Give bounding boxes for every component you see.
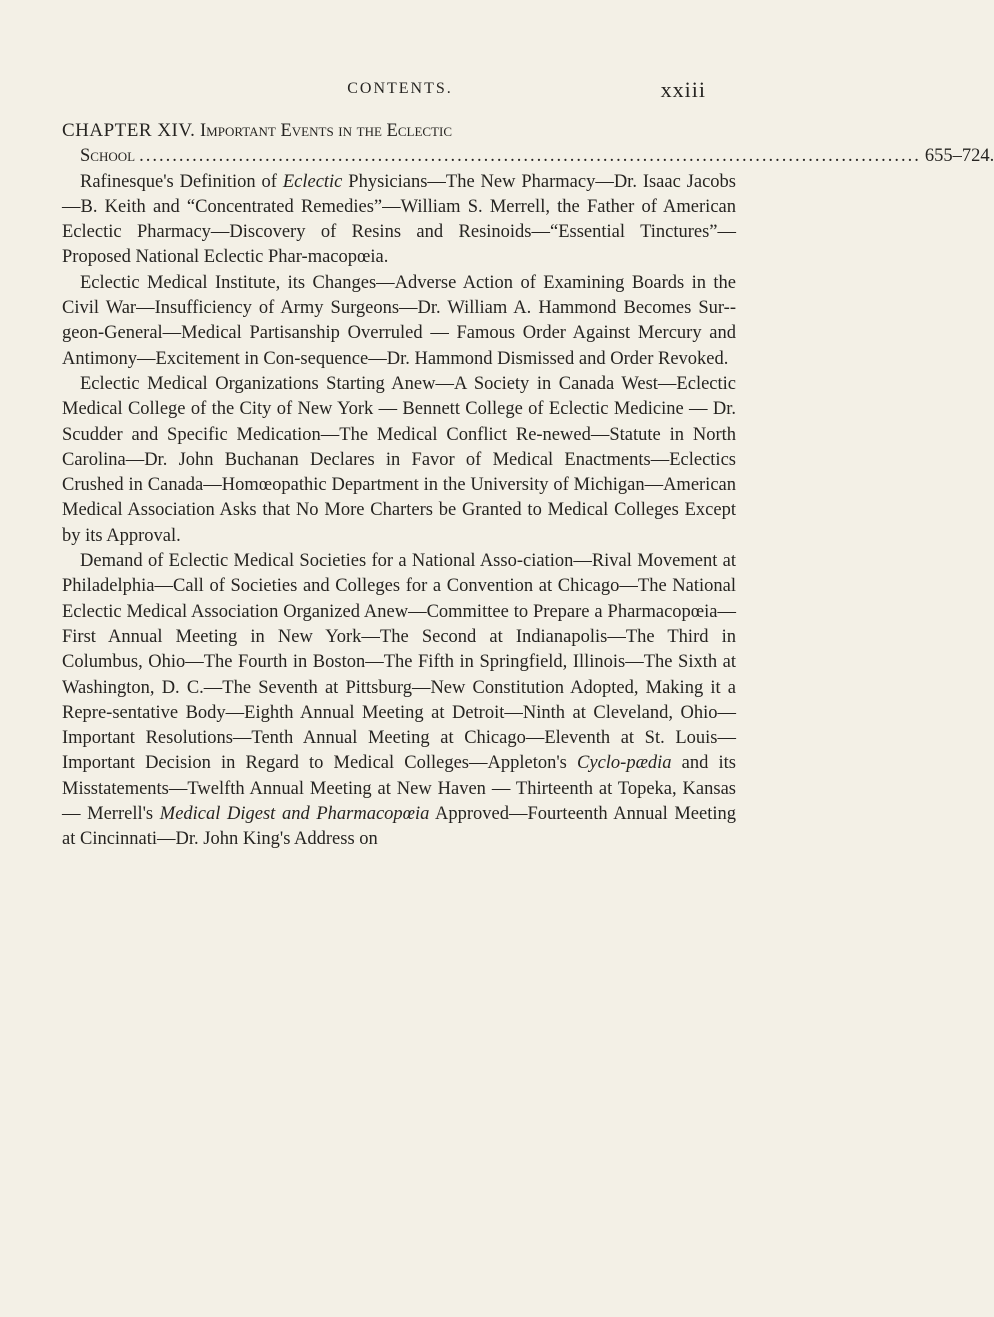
summary-paragraph-2: Eclectic Medical Institute, its Changes—Adverse Action of Examining Boards in the Civil War—Insufficiency of Army Surgeons—Dr. William A. Hammond Becomes Sur-geon-General—Medical Partisanship Overruled — Famous Order Against Mercury and Antimony—Excitement in Con-sequence—Dr. Hammond Dismissed and Order Revoked. xyxy=(62,272,736,369)
italic-title: Cyclo-pædia xyxy=(577,753,672,774)
contents-body xyxy=(62,118,994,853)
running-title: CONTENTS. xyxy=(347,80,453,97)
page-range: 655–724. xyxy=(924,146,994,167)
chapter-title: Important Events in the Eclectic xyxy=(200,121,453,141)
summary-text: Demand of Eclectic Medical Societies for a National Asso-ciation—Rival Movement at Philadelphia—Call of Societies and Colleges for a Convention at Chicago—The National Eclectic Medical Association Organized Anew—Committee to Prepare a Pharmacopœia—First Annual Meeting in New York—The Second at Indianapolis—The Third in Columbus, Ohio—The Fourth in Boston—The Fifth in Springfield, Illinois—The Sixth at Washington, D. C.—The Seventh at Pittsburg—New Constitution Adopted, Making it a Repre-sentative Body—Eighth Annual Meeting at Detroit—Ninth at Cleveland, Ohio—Important Resolutions—Tenth Annual Meeting at Chicago—Eleventh at St. Louis—Important Decision in Regard to Medical Colleges—Appleton's xyxy=(62,551,736,774)
summary-text: Physicians—The New Pharmacy—Dr. Isaac Jacobs—B. Keith and “Concentrated Remedies”—William S. Merrell, the Father of American Eclectic Pharmacy—Discovery of Resins and Resinoids—“Essential Tinctures”—Proposed National Eclectic Phar-macopœia. xyxy=(62,171,736,268)
running-head xyxy=(0,77,800,106)
chapter-title-continued: School xyxy=(80,146,136,167)
chapter-heading xyxy=(62,118,736,144)
summary-paragraph-1 xyxy=(62,170,736,271)
chapter-title-leader xyxy=(80,144,994,169)
dot-leader: ...................................................................................................................... xyxy=(139,146,921,167)
page-number: xxiii xyxy=(660,77,706,102)
italic-title: Medical Digest and Pharmacopœia xyxy=(159,804,430,825)
summary-text: Rafinesque's Definition of xyxy=(80,171,283,192)
summary-paragraph-4 xyxy=(62,549,736,853)
summary-paragraph-3: Eclectic Medical Organizations Starting Anew—A Society in Canada West—Eclectic Medical College of the City of New York — Bennett College of Eclectic Medicine — Dr. Scudder and Specific Medication—The Medical Conflict Re-newed—Statute in North Carolina—Dr. John Buchanan Declares in Favor of Medical Enactments—Eclectics Crushed in Canada—Homœopathic Department in the University of Michigan—American Medical Association Asks that No More Charters be Granted to Medical Colleges Except by its Approval. xyxy=(62,373,736,546)
summary-text: Approved—Fourteenth Annual Meeting at Cincinnati—Dr. John King's Address on xyxy=(62,804,736,850)
summary-text: and its Misstatements—Twelfth Annual Meeting at New Haven — Thirteenth at Topeka, Kansas — Merrell's xyxy=(62,753,736,825)
italic-term: Eclectic xyxy=(282,171,343,192)
chapter-label: CHAPTER XIV. xyxy=(62,120,196,141)
